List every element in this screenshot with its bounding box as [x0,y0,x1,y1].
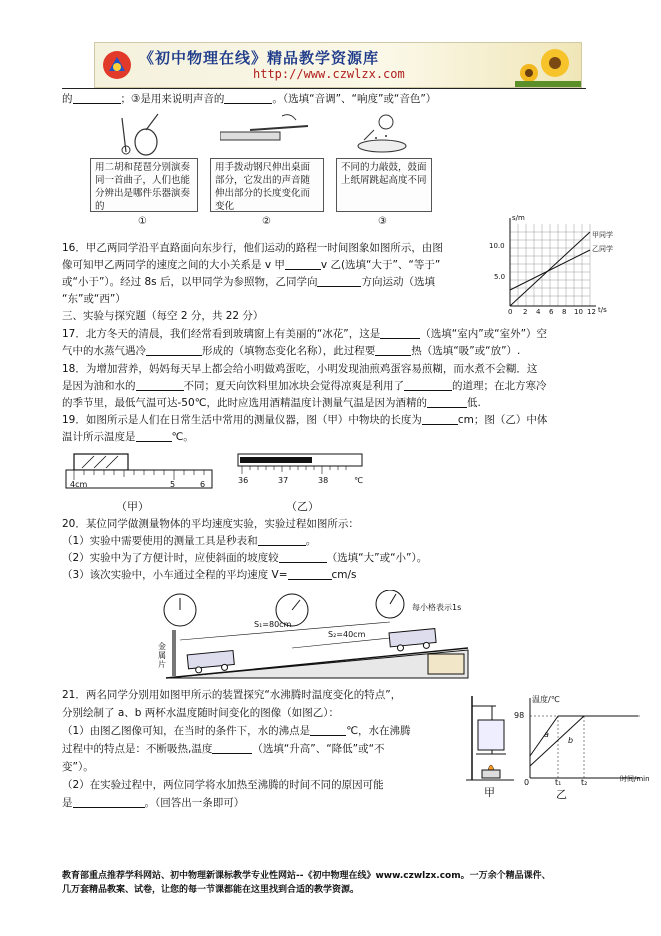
q20-line-1: 20．某位同学做测量物体的平均速度实验，实验过程如图所示： [62,518,359,530]
q18-line-3: 的季节里，最低气温可达-50℃，此时应选用酒精温度计测量气温是因为酒精的 低. [62,397,481,409]
clock-note: 每小格表示1s [412,603,462,612]
figure-21-apparatus [466,694,516,798]
answer-blank[interactable] [380,327,420,339]
figure-19-thermometer [236,452,366,522]
answer-blank[interactable] [279,551,327,563]
q20-line-2: （1）实验中需要使用的测量工具是秒表和 。 [62,535,317,547]
legend-jia: 甲同学 [592,231,613,239]
answer-blank[interactable] [73,796,145,808]
figure-20-incline [158,590,478,682]
x-tick: 8 [562,308,567,316]
thermo-tick: 38 [318,476,329,485]
panel-3: 不同的力敲鼓，鼓面上纸屑跳起高度不同 [336,158,432,212]
erhu-pipa-icon [112,112,166,156]
q16-line-3: 或“小于”）。经过 8s 后，以甲同学为参照物，乙同学向 方向运动（选填 [62,276,435,288]
ruler-tick: 6 [200,480,206,489]
metal-label: 金属片 [158,642,166,669]
figure-label-jia: 甲 [484,786,495,799]
q21-line-7: 是 。（回答出一条即可） [62,797,245,809]
distance-time-graph [486,210,618,320]
header-rule [62,88,586,89]
footer-line-2: 几万套精品教案、试卷，让您的每一节课都能在这里找到合适的教学资源。 [62,885,360,895]
text-line-1: 的 ；③是用来说明声音的 。（选填“音调”、“响度”或“音色”） [62,93,437,105]
q17-line-1: 17．北方冬天的清晨，我们经常看到玻璃窗上有美丽的“冰花”，这是 （选填“室内”或“室外”）空 [62,328,548,340]
answer-blank[interactable] [136,379,184,391]
banner-title: 《初中物理在线》精品教学资源库 [139,49,380,67]
x-tick: 2 [523,308,528,316]
series-b-label: b [568,736,574,745]
q21-line-5: 变”）。 [62,761,94,773]
graph-xlabel: 时间/min [620,775,650,783]
graph-ylabel: s/m [512,214,525,222]
q21-line-2: 分别绘制了 a、b 两杯水温度随时间变化的图像（如图乙）： [62,707,340,719]
thermo-unit: ℃ [354,476,363,485]
figure-21-graph [514,694,658,801]
q16-line-2: 像可知甲乙两同学的速度之间的大小关系是 v 甲 v 乙(选填“大于”、“等于” [62,259,441,271]
answer-blank[interactable] [317,275,361,287]
graph-16 [486,210,618,320]
ruler-tick: 4cm [70,480,88,489]
t1-label: t₁ [555,778,562,787]
panel-number: ① [138,216,147,227]
answer-blank[interactable] [310,724,346,736]
q18-line-1: 18．为增加营养，妈妈每天早上都会给小明做鸡蛋吃，小明发现油煎鸡蛋容易煎糊，而水煮不会糊．这 [62,363,538,375]
boiling-apparatus-icon [466,694,516,784]
x-tick: 0 [508,308,513,316]
x-tick: 12 [587,308,596,316]
distance-s1: S₁=80cm [254,620,292,629]
y-tick: 10.0 [489,242,505,250]
answer-blank[interactable] [404,379,452,391]
figure-19-ruler [64,450,214,520]
banner-url: http://www.czwlzx.com [253,67,405,81]
x-tick: 10 [574,308,583,316]
answer-blank[interactable] [146,344,202,356]
panel-2: 用手拨动钢尺伸出桌面部分，它发出的声音随伸出部分的长度变化而变化 [210,158,324,212]
boiling-point-tick: 98 [514,711,525,720]
q21-line-4: 过程中的特点是：不断吸热,温度 （选填“升高”、“降低”或“不 [62,743,385,755]
t2-label: t₂ [581,778,588,787]
header-banner [94,42,582,88]
origin-label: 0 [524,778,530,787]
q19-line-1: 19．如图所示是人们在日常生活中常用的测量仪器，图（甲）中物块的长度为 cm；图（乙）中体 [62,414,548,426]
q17-line-2: 气中的水蒸气遇冷 形成的（填物态变化名称），此过程要 热（选填“吸”或“放”）. [62,345,521,357]
legend-yi: 乙同学 [592,245,613,253]
x-tick: 4 [536,308,541,316]
panel-number: ② [262,216,271,227]
temperature-time-graph [518,694,658,784]
thermometer-icon [236,452,366,482]
section-3-heading: 三、实验与探究题（每空 2 分，共 22 分） [62,310,264,322]
thermo-tick: 37 [278,476,289,485]
q20-line-3: （2）实验中为了方便计时，应使斜面的坡度较 （选填“大”或“小”）。 [62,552,428,564]
q20-line-4: （3）该次实验中，小车通过全程的平均速度 V= cm/s [62,569,357,581]
sunflower-icon [515,43,581,87]
answer-blank[interactable] [288,568,332,580]
graph-ylabel: 温度/℃ [532,695,560,704]
figure-label-yi: （乙） [286,500,319,513]
answer-blank[interactable] [427,396,467,408]
answer-blank[interactable] [258,534,306,546]
q19-line-2: 温计所示温度是 ℃。 [62,431,194,443]
q18-line-2: 是因为油和水的 不同；夏天向饮料里加冰块会觉得凉爽是利用了 的道理；在北方寒冷 [62,380,547,392]
q16-line-1: 16．甲乙两同学沿平直路面向东步行，他们运动的路程一时间图象如图所示，由图 [62,242,443,254]
thermo-tick: 36 [238,476,249,485]
answer-blank[interactable] [73,92,121,104]
logo-icon [101,49,133,81]
answer-blank[interactable] [212,742,252,754]
graph-xlabel: t/s [598,306,607,314]
answer-blank[interactable] [224,92,272,104]
q16-line-4: “东”或“西”） [62,293,126,305]
answer-blank[interactable] [375,344,411,356]
q21-line-3: （1）由图乙图像可知，在当时的条件下，水的沸点是 ℃，水在沸腾 [62,725,411,737]
answer-blank[interactable] [285,258,321,270]
q21-line-6: （2）在实验过程中，两位同学将水加热至沸腾的时间不同的原因可能 [62,779,384,791]
panel-1: 用二胡和琵琶分别演奏同一首曲子，人们也能分辨出是哪件乐器演奏的 [90,158,198,212]
distance-s2: S₂=40cm [328,630,366,639]
steel-ruler-icon [220,112,310,156]
figure-label-jia: （甲） [116,500,149,513]
figure-label-yi: 乙 [556,788,567,801]
ruler-tick: 5 [170,480,176,489]
panel-number: ③ [378,216,387,227]
x-tick: 6 [549,308,554,316]
answer-blank[interactable] [136,430,172,442]
drum-icon [352,112,412,156]
y-tick: 5.0 [494,273,506,281]
q21-line-1: 21．两名同学分别用如图甲所示的装置探究“水沸腾时温度变化的特点”， [62,689,402,701]
series-a-label: a [544,730,549,739]
footer-line-1: 教育部重点推荐学科网站、初中物理新课标教学专业性网站--《初中物理在线》www.czwlzx.com。一万余个精品课件、 [62,871,551,881]
answer-blank[interactable] [422,413,458,425]
